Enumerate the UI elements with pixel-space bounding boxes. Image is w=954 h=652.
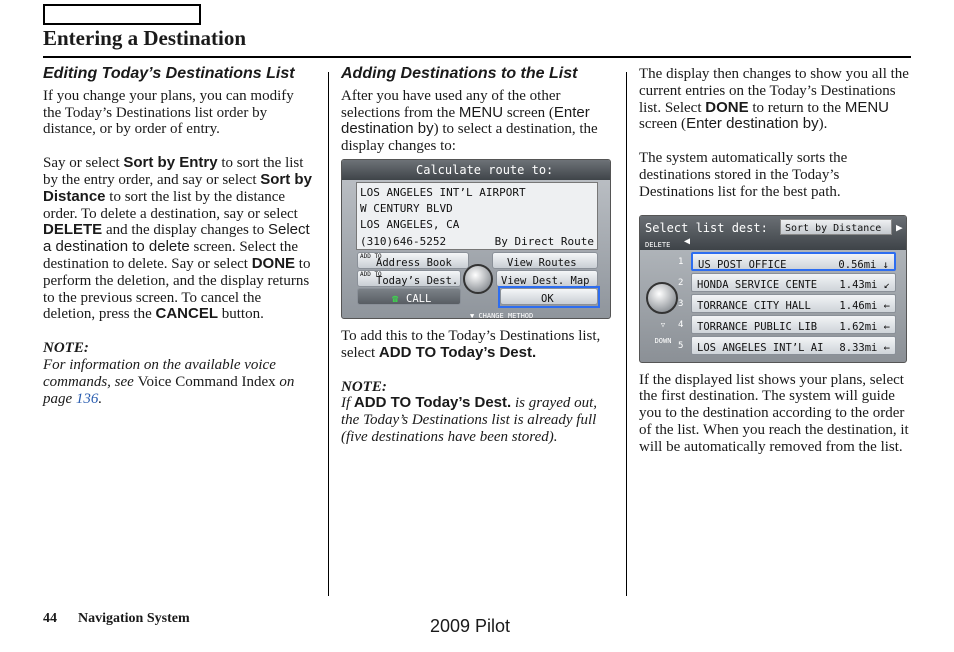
text: to sort the list by the distance order. To delete a destination, say or select	[43, 188, 298, 222]
info-line-1: LOS ANGELES INT’L AIRPORT	[360, 185, 526, 199]
add-to-tag: ADD TO	[360, 252, 382, 260]
arrow-right-icon: ▶	[896, 220, 903, 234]
down-button[interactable]	[651, 317, 675, 351]
down-arrow-icon: ▼	[470, 311, 479, 319]
guidance-paragraph: If the displayed list shows your plans, select the first destination. The system will guide you to the destination according to the order of the list. When you reach the destination, it will be automatically removed from the list.	[639, 371, 909, 455]
arrow-left-icon: ◀	[684, 235, 691, 247]
text: Say or select	[43, 155, 124, 172]
section-heading-adding: Adding Destinations to the List	[341, 65, 578, 82]
column-2	[341, 66, 613, 446]
address-book-button[interactable]	[357, 252, 469, 269]
note-heading: NOTE:	[43, 340, 89, 357]
editing-intro: If you change your plans, you can modify the Today’s Destinations list order by distance, or by order of entry.	[43, 87, 294, 138]
button-label: Address Book	[376, 256, 452, 269]
header-tab-box	[43, 4, 201, 25]
adding-intro	[341, 88, 613, 155]
menu-label: MENU	[458, 103, 504, 121]
section-heading-editing: Editing Today’s Destinations List	[43, 65, 295, 82]
column-3	[639, 66, 911, 456]
page-title: Entering a Destination	[43, 26, 247, 50]
done-label: DONE	[251, 254, 296, 272]
button-label: Today’s Dest.	[376, 274, 459, 287]
destination-row[interactable]	[691, 315, 896, 334]
phone-icon: ☎	[392, 292, 399, 305]
info-line-4: (310)646-5252	[360, 234, 447, 248]
list-display-intro	[639, 66, 911, 133]
text: to perform the deletion, and the display returns to the previous screen. To cancel the deletion, press the	[43, 255, 311, 323]
destination-distance: 1.46mi ←	[839, 299, 890, 312]
editing-instructions	[43, 155, 315, 323]
destination-name: TORRANCE CITY HALL	[697, 299, 811, 312]
selection-highlight	[498, 286, 600, 308]
sort-by-distance-label: Sort by Distance	[43, 170, 312, 205]
note-body	[43, 357, 315, 407]
text: to sort the list by the entry order, and say or select	[43, 155, 304, 188]
calculate-route-screenshot	[341, 159, 611, 319]
destination-distance: 1.62mi ←	[839, 320, 890, 333]
destination-row[interactable]	[691, 252, 896, 271]
button-label: View Dest. Map	[501, 274, 590, 287]
delete-button[interactable]: DELETE	[645, 240, 671, 249]
view-routes-button[interactable]	[492, 252, 598, 269]
destination-name: US POST OFFICE	[698, 258, 787, 271]
text: To add this to the Today’s Destinations list, select	[341, 327, 601, 361]
destination-distance: 1.43mi ↙	[839, 278, 890, 291]
delete-label: DELETE	[43, 221, 103, 239]
text: For information on the available voice commands, see	[43, 356, 276, 390]
title-rule	[43, 56, 911, 58]
row-index: 5	[678, 340, 684, 351]
destination-info-panel	[356, 182, 598, 250]
text: .	[98, 390, 103, 407]
enter-destination-by-label: Enter destination by	[341, 103, 590, 138]
joystick-knob-icon	[463, 264, 493, 294]
adding-instruction	[341, 328, 613, 362]
destination-row[interactable]	[691, 336, 896, 355]
voice-command-index-ref: Voice Command Index	[137, 373, 276, 390]
destination-distance: 8.33mi ←	[839, 341, 890, 354]
view-dest-map-button[interactable]	[496, 270, 598, 287]
column-divider-1	[328, 72, 329, 596]
text: button.	[217, 306, 264, 323]
cancel-label: CANCEL	[155, 305, 218, 323]
select-destination-screen-label: Select a destination to delete	[43, 221, 310, 256]
row-index: 4	[678, 319, 684, 330]
note-body	[341, 395, 613, 445]
add-to-tag: ADD TO	[360, 270, 382, 278]
text: screen (	[503, 104, 554, 121]
text: The display then changes to show you all the current entries on the Today’s Destinations list. Select	[639, 66, 909, 116]
row-index: 1	[678, 256, 684, 267]
page-number: 44	[43, 611, 57, 626]
text: screen. Select the destination to delete. Say or select	[43, 239, 299, 272]
button-label: CALL	[406, 292, 432, 305]
destination-distance: 0.56mi ↓	[838, 258, 889, 271]
text: and the display changes to	[102, 222, 268, 239]
add-to-todays-dest-label: ADD TO Today’s Dest.	[353, 394, 512, 412]
select-list-dest-screenshot	[639, 215, 907, 363]
route-method: By Direct Route	[494, 234, 594, 248]
add-to-todays-dest-label: ADD TO Today’s Dest.	[378, 343, 537, 361]
call-button[interactable]	[357, 288, 461, 305]
sort-by-distance-button[interactable]: Sort by Distance	[780, 219, 892, 235]
joystick-knob-icon	[646, 282, 678, 314]
todays-dest-button[interactable]	[357, 270, 461, 287]
auto-sort-paragraph: The system automatically sorts the destinations stored in the Today’s Destinations list for the best path.	[639, 150, 848, 200]
footer-model: 2009 Pilot	[430, 616, 511, 636]
info-line-3: LOS ANGELES, CA	[360, 217, 460, 231]
destination-row[interactable]	[691, 273, 896, 292]
text: to return to the	[748, 99, 845, 116]
page-link[interactable]: 136	[75, 390, 99, 407]
text: ) to select a destination, the display changes to:	[341, 121, 598, 155]
menu-label: MENU	[844, 98, 889, 116]
column-divider-2	[626, 72, 627, 596]
text: After you have used any of the other selections from the	[341, 87, 561, 121]
change-method-label[interactable]	[470, 308, 533, 319]
row-index: 3	[678, 298, 684, 309]
button-label: View Routes	[507, 256, 577, 269]
text: If	[341, 395, 354, 412]
down-arrow-icon: ▽	[660, 320, 666, 329]
text: screen (	[639, 116, 687, 133]
footer-label: Navigation System	[78, 611, 190, 626]
destination-name: LOS ANGELES INT’L AI	[697, 341, 824, 354]
info-line-2: W CENTURY BLVD	[360, 201, 453, 215]
screen-header-text: Calculate route to:	[416, 162, 554, 177]
screen-header	[342, 160, 610, 180]
text: is grayed out, the Today’s Destinations list is already full (five destinations have been stored).	[341, 395, 598, 445]
enter-destination-by-label: Enter destination by	[686, 115, 819, 133]
text: ).	[818, 116, 828, 133]
done-label: DONE	[705, 98, 749, 116]
row-index: 2	[678, 277, 684, 288]
down-label: DOWN	[654, 337, 672, 346]
change-method-text: CHANGE METHOD	[478, 311, 534, 319]
note-heading: NOTE:	[341, 378, 387, 395]
screen-header	[640, 216, 906, 250]
sort-by-entry-label: Sort by Entry	[123, 154, 218, 172]
destination-name: HONDA SERVICE CENTE	[697, 278, 818, 291]
destination-name: TORRANCE PUBLIC LIB	[697, 320, 818, 333]
column-1	[43, 66, 315, 407]
screen-header-text: Select list dest:	[645, 220, 768, 235]
destination-row[interactable]	[691, 294, 896, 313]
button-label: OK	[541, 292, 554, 305]
text: on page	[43, 373, 295, 407]
